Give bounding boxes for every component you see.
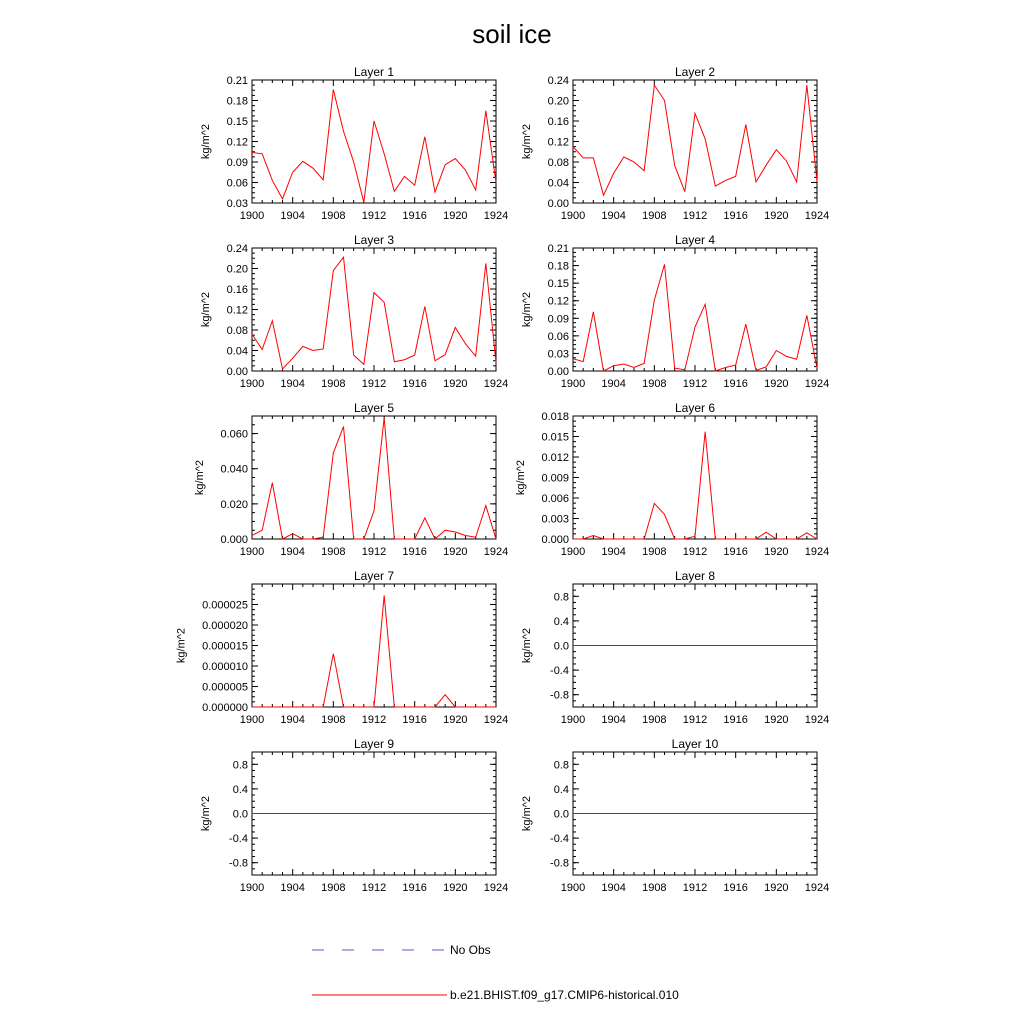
y-axis-label: kg/m^2 [200,795,213,832]
x-tick-label: 1904 [280,378,305,390]
x-tick-label: 1904 [280,882,305,894]
panel-title: Layer 9 [353,737,395,751]
y-tick-label: 0.12 [226,136,248,149]
y-tick-label: 0.000 [220,534,248,546]
y-tick-label: 0.18 [547,260,569,273]
x-tick-label: 1908 [321,378,346,390]
y-tick-label: 0.4 [553,615,569,628]
panel-title: Layer 4 [674,233,716,247]
series-line [252,595,496,707]
y-tick-label: 0.08 [547,157,569,169]
plot-frame [252,584,496,707]
x-tick-label: 1924 [483,378,509,390]
y-tick-label: 0.20 [547,95,569,108]
y-tick-label: 0.04 [226,345,248,358]
x-tick-label: 1900 [560,714,586,726]
y-axis-label: kg/m^2 [521,123,534,160]
y-axis-label: kg/m^2 [194,459,206,496]
panel-title: Layer 8 [674,569,716,583]
y-axis-label: kg/m^2 [200,291,213,328]
x-tick-label: 1908 [642,546,667,558]
x-tick-label: 1904 [601,882,626,894]
x-tick-label: 1904 [280,210,305,222]
panel-layer-7 [175,569,508,726]
x-tick-label: 1900 [239,882,265,894]
x-tick-label: 1912 [682,210,708,222]
x-tick-label: 1920 [764,378,789,390]
x-tick-label: 1920 [443,882,468,894]
x-tick-label: 1900 [239,210,265,222]
y-tick-label: 0.00 [226,366,248,378]
y-tick-label: 0.09 [226,157,248,169]
y-tick-label: 0.000005 [202,681,248,694]
series-line [573,264,817,371]
y-tick-label: 0.018 [541,411,569,423]
x-tick-label: 1908 [321,210,346,222]
y-tick-label: 0.18 [226,95,248,108]
panel-layer-2 [521,65,829,222]
y-tick-label: 0.12 [226,304,248,317]
panel-layer-5 [194,401,508,558]
y-axis-label: kg/m^2 [521,627,534,664]
legend [312,943,679,1002]
x-tick-label: 1908 [642,210,667,222]
x-tick-label: 1916 [402,210,427,222]
y-tick-label: 0.8 [232,759,248,772]
x-tick-label: 1900 [560,882,586,894]
y-tick-label: 0.0 [232,808,248,821]
x-tick-label: 1916 [723,210,748,222]
y-tick-label: 0.012 [541,452,569,464]
y-tick-label: 0.000020 [202,620,248,632]
x-tick-label: 1916 [723,882,748,894]
y-tick-label: 0.24 [226,243,248,255]
x-tick-label: 1912 [361,882,387,894]
plot-frame [252,416,496,539]
y-tick-label: 0.4 [232,783,248,796]
y-tick-label: -0.4 [550,665,569,678]
y-tick-label: 0.06 [226,177,248,190]
x-tick-label: 1904 [601,546,626,558]
x-tick-label: 1920 [764,882,789,894]
x-tick-label: 1920 [443,546,468,558]
panel-title: Layer 3 [353,233,395,247]
y-tick-label: -0.8 [229,857,248,870]
x-tick-label: 1924 [483,546,509,558]
y-tick-label: 0.000000 [202,702,248,714]
y-tick-label: 0.16 [547,116,569,128]
y-tick-label: 0.0 [553,640,569,653]
x-tick-label: 1920 [443,210,468,222]
panel-title: Layer 6 [674,401,716,415]
y-tick-label: 0.20 [226,263,248,276]
x-tick-label: 1904 [280,546,305,558]
legend-label-model: b.e21.BHIST.f09_g17.CMIP6-historical.010 [450,988,679,1002]
x-tick-label: 1924 [483,882,509,894]
y-tick-label: 0.12 [547,136,569,149]
y-tick-label: 0.06 [547,330,569,343]
y-tick-label: -0.4 [229,833,248,846]
y-tick-label: 0.15 [547,278,569,291]
y-tick-label: 0.12 [547,295,569,308]
x-tick-label: 1908 [642,378,667,390]
x-tick-label: 1920 [764,546,789,558]
y-tick-label: -0.4 [550,833,569,846]
x-tick-label: 1916 [402,546,427,558]
panel-layer-8 [521,569,829,726]
series-line [573,432,817,539]
series-line [252,257,496,369]
y-tick-label: 0.000010 [202,661,248,673]
plot-frame [252,248,496,371]
plot-frame [252,80,496,203]
x-tick-label: 1920 [443,378,468,390]
y-axis-label: kg/m^2 [515,459,527,496]
x-tick-label: 1900 [239,546,265,558]
x-tick-label: 1920 [764,210,789,222]
y-tick-label: 0.21 [547,243,569,255]
y-tick-label: 0.00 [547,198,569,210]
y-axis-label: kg/m^2 [200,123,213,160]
y-tick-label: 0.00 [547,366,569,378]
x-tick-label: 1924 [804,210,830,222]
y-tick-label: 0.21 [226,75,248,87]
y-tick-label: 0.09 [547,313,569,326]
panel-layer-9 [200,737,508,894]
x-tick-label: 1908 [642,882,667,894]
x-tick-label: 1912 [682,714,708,726]
y-tick-label: 0.04 [547,177,569,190]
x-tick-label: 1916 [723,714,748,726]
x-tick-label: 1916 [723,378,748,390]
y-tick-label: 0.16 [226,284,248,296]
y-tick-label: 0.15 [226,116,248,128]
panel-layer-10 [521,737,829,894]
y-tick-label: 0.040 [220,463,248,476]
x-tick-label: 1912 [682,378,708,390]
x-tick-label: 1908 [321,714,346,726]
x-tick-label: 1912 [682,882,708,894]
x-tick-label: 1924 [483,210,509,222]
panel-title: Layer 7 [353,569,395,583]
y-tick-label: 0.015 [541,431,569,444]
y-tick-label: 0.020 [220,498,248,511]
x-tick-label: 1912 [361,714,387,726]
x-tick-label: 1904 [601,210,626,222]
x-tick-label: 1924 [483,714,509,726]
x-tick-label: 1912 [361,546,387,558]
y-tick-label: -0.8 [550,689,569,702]
x-tick-label: 1920 [443,714,468,726]
x-tick-label: 1920 [764,714,789,726]
panel-layer-6 [515,401,829,558]
y-tick-label: 0.009 [541,472,569,485]
y-tick-label: 0.08 [226,325,248,337]
y-tick-label: 0.003 [541,513,569,526]
panel-title: Layer 1 [353,65,395,79]
series-line [573,85,817,195]
series-line [252,90,496,203]
y-axis-label: kg/m^2 [175,627,188,664]
panel-layer-1 [200,65,508,222]
y-axis-label: kg/m^2 [521,291,534,328]
panel-layer-3 [200,233,508,390]
x-tick-label: 1912 [682,546,708,558]
y-tick-label: 0.060 [220,428,248,441]
y-tick-label: 0.000 [541,534,569,546]
x-tick-label: 1908 [642,714,667,726]
series-line [252,418,496,539]
x-tick-label: 1916 [402,714,427,726]
y-tick-label: 0.006 [541,493,569,505]
x-tick-label: 1900 [239,378,265,390]
x-tick-label: 1924 [804,882,830,894]
panel-title: Layer 2 [674,65,716,79]
x-tick-label: 1904 [280,714,305,726]
y-tick-label: 0.03 [547,348,569,361]
panel-title: Layer 10 [671,737,719,751]
plot-frame [573,416,817,539]
y-tick-label: 0.24 [547,75,569,87]
x-tick-label: 1900 [560,378,586,390]
x-tick-label: 1900 [239,714,265,726]
y-tick-label: 0.4 [553,783,569,796]
y-tick-label: 0.8 [553,591,569,604]
x-tick-label: 1924 [804,546,830,558]
x-tick-label: 1900 [560,546,586,558]
plot-frame [573,80,817,203]
panel-layer-4 [521,233,829,390]
x-tick-label: 1908 [321,546,346,558]
figure-title: soil ice [472,19,552,49]
x-tick-label: 1904 [601,378,626,390]
x-tick-label: 1912 [361,378,387,390]
y-tick-label: 0.03 [226,198,248,210]
x-tick-label: 1900 [560,210,586,222]
y-tick-label: 0.000015 [202,640,248,653]
x-tick-label: 1908 [321,882,346,894]
y-tick-label: 0.0 [553,808,569,821]
legend-label-no-obs: No Obs [450,943,491,957]
y-tick-label: 0.8 [553,759,569,772]
x-tick-label: 1916 [723,546,748,558]
panel-grid [175,65,829,894]
y-tick-label: -0.8 [550,857,569,870]
x-tick-label: 1924 [804,714,830,726]
y-tick-label: 0.000025 [202,599,248,612]
x-tick-label: 1916 [402,882,427,894]
x-tick-label: 1916 [402,378,427,390]
y-axis-label: kg/m^2 [521,795,534,832]
x-tick-label: 1904 [601,714,626,726]
panel-title: Layer 5 [353,401,395,415]
x-tick-label: 1924 [804,378,830,390]
x-tick-label: 1912 [361,210,387,222]
